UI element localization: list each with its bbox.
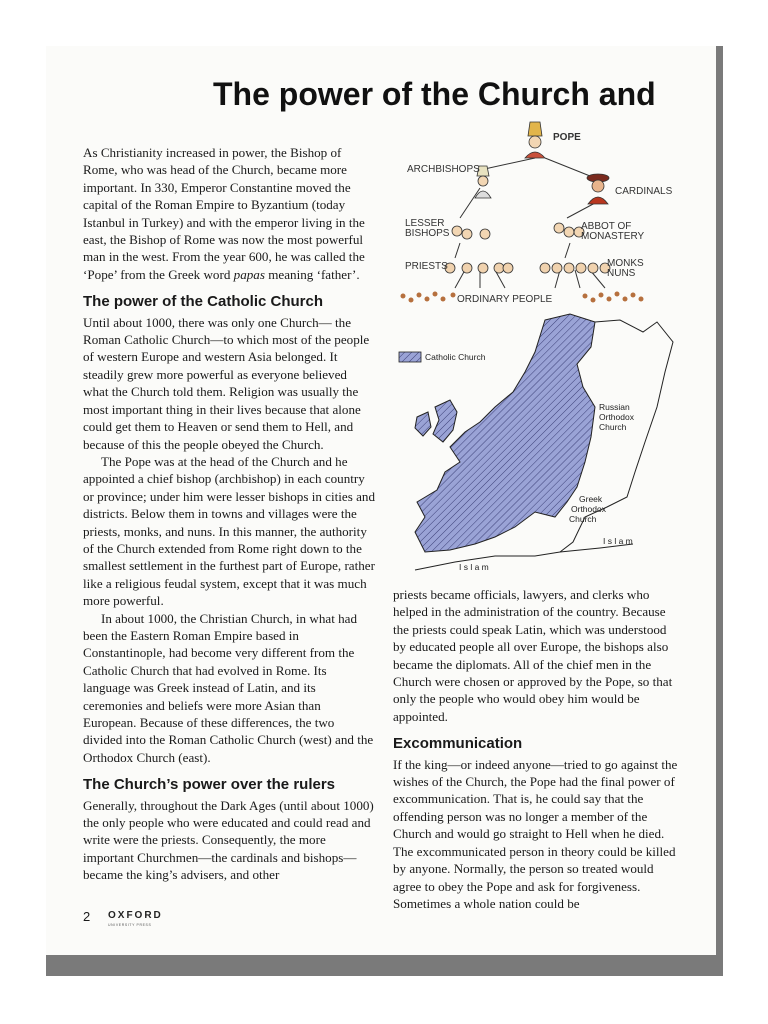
- paragraph: The Pope was at the head of the Church and he appointed a chief bishop (archbishop) in each country or province; under him were lesser bishops in cities and districts. Below them in towns and villages were the priests, monks, and nuns. In this manner, the authority of the Church extended from Rome right down to the smallest settlement in the furthest part of Europe, rather like a religious feudal system, except that it was much more powerful.: [83, 453, 375, 609]
- label-russian-orthodox: Orthodox: [599, 412, 634, 422]
- ireland: [415, 412, 431, 436]
- paragraph: Generally, throughout the Dark Ages (until about 1000) the only people who were educated and could read and write were the priests. Consequently, the more important Churchmen—the cardinals and bishops—became the king’s advisers, and other: [83, 797, 374, 883]
- label-russian: Russian: [599, 402, 630, 412]
- left-column: [83, 144, 375, 884]
- cardinal-figure: [587, 174, 609, 204]
- legend-label: Catholic Church: [425, 352, 486, 362]
- paragraph: In about 1000, the Christian Church, in what had been the Eastern Roman Empire based in Constantinople, had become very different from the Catholic Church that had evolved in Rome. Its language was Greek instead of Latin, and its ceremonies and beliefs were more Asian than European. Because of these differences, the two divided into the Roman Catholic Church (west) and the Orthodox Church (east).: [83, 610, 374, 765]
- church-hierarchy-diagram: [395, 118, 675, 310]
- label-cardinals: CARDINALS: [615, 186, 673, 197]
- label-islam-south: I s l a m: [459, 562, 489, 572]
- label-ordinary-people: ORDINARY PEOPLE: [457, 294, 553, 305]
- label-greek: Greek: [579, 494, 603, 504]
- right-column: [393, 586, 678, 912]
- label-pope: POPE: [553, 132, 581, 143]
- publisher-logo: OXFORD: [108, 910, 163, 921]
- section-heading-excommunication: Excommunication: [393, 735, 523, 753]
- section-heading-rulers: The Church’s power over the rulers: [83, 776, 336, 794]
- legend-swatch: [399, 352, 421, 362]
- label-nuns: NUNS: [607, 268, 636, 279]
- page-title: The power of the Church and: [213, 76, 656, 112]
- publisher-subtitle: UNIVERSITY PRESS: [108, 923, 152, 927]
- paragraph: If the king—or indeed anyone—tried to go against the wishes of the Church, the Pope had the final power of excommunication. That is, he could say that the offending person was no longer a member of the Church and would go straight to Hell when he died. The excommunicated person in theory could be killed by anyone. Normally, the person so treated would agree to obey the Pope and ask for forgiveness. Sometimes a whole nation could be: [393, 756, 678, 911]
- label-monks: MONKS: [607, 258, 644, 269]
- label-priests: PRIESTS: [405, 261, 448, 272]
- british-isles: [433, 400, 457, 442]
- label-archbishops: ARCHBISHOPS: [407, 164, 480, 175]
- page-number: 2: [83, 909, 91, 924]
- paragraph: Until about 1000, there was only one Church— the Roman Catholic Church—to which most of the people of western Europe and western Asia belonged. It steadily grew more powerful as everyone believed what the Church told them. Religion was usually the most important thing in their lives because that alone could get them to Heaven or send them to Hell, and because of this the people obeyed the Church.: [83, 314, 370, 452]
- page-frame-bottom: [46, 955, 723, 976]
- section-heading-catholic-church: The power of the Catholic Church: [83, 293, 324, 311]
- europe-map: [395, 312, 675, 580]
- paragraph: priests became officials, lawyers, and clerks who helped in the administration of the country. Because the priests could speak Latin, which was understood by educated people all over Europe, the bishops also became the diplomats. All of the chief men in the Church were chosen or approved by the Pope, so that only the people who would obey him would be appointed.: [393, 587, 673, 724]
- label-lesser: LESSER: [405, 218, 445, 229]
- label-monastery: MONASTERY: [581, 231, 645, 242]
- label-greek-orthodox: Orthodox: [571, 504, 606, 514]
- priest-figures: [445, 263, 610, 273]
- label-greek-church: Church: [569, 514, 597, 524]
- label-islam-east: I s l a m: [603, 536, 633, 546]
- label-russian-church: Church: [599, 422, 627, 432]
- label-bishops: BISHOPS: [405, 228, 450, 239]
- pope-figure: [525, 122, 545, 158]
- intro-paragraph: As Christianity increased in power, the Bishop of Rome, who was head of the Church, became more important. In 330, Emperor Constantine moved the capital of the Roman Empire to Byzantium (today Istanbul in Turkey) and with the emperor living in the east, the Bishop of Rome was now the most powerful man in the west. From the year 600, he was called the ‘Pope’ from the Greek word papas meaning ‘father’.: [83, 145, 365, 282]
- label-abbot: ABBOT OF: [581, 221, 632, 232]
- page-frame-right: [716, 46, 723, 976]
- bishop-figures: [452, 223, 584, 239]
